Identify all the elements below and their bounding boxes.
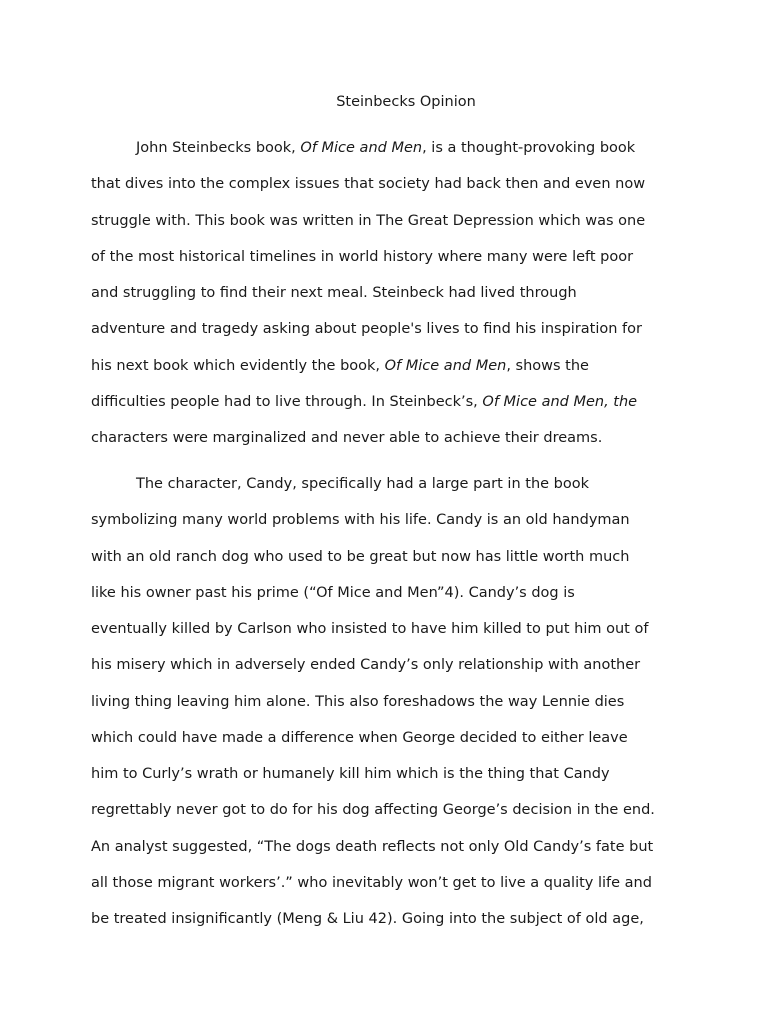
document-title: Steinbecks Opinion: [336, 94, 476, 110]
text-run: symbolizing many world problems with his life. Candy is an old handyman: [91, 512, 630, 529]
text-line: [91, 837, 653, 857]
text-run: be treated insignificantly (Meng & Liu 42). Going into the subject of old age,: [91, 911, 644, 927]
text-line: [91, 728, 628, 748]
text-run: his next book which evidently the book,: [91, 357, 385, 374]
text-line: [91, 619, 648, 639]
text-line: [91, 211, 645, 231]
text-line: [91, 392, 637, 412]
italic-title-text: Of Mice and Men: [384, 357, 507, 374]
text-line: [91, 583, 575, 603]
text-run: The character, Candy, specifically had a large part in the book: [136, 476, 590, 492]
text-run: of the most historical timelines in world history where many were left poor: [91, 248, 634, 265]
text-line: [91, 283, 577, 303]
text-run: his misery which in adversely ended Candy’s only relationship with another: [91, 657, 641, 674]
text-line: [91, 428, 602, 448]
text-line: [91, 356, 589, 376]
text-line: [136, 474, 589, 494]
text-line: [136, 138, 635, 158]
text-line: [91, 909, 644, 929]
text-line: [91, 174, 645, 194]
text-run: struggle with. This book was written in The Great Depression which was one: [91, 212, 646, 229]
text-run: him to Curly’s wrath or humanely kill him which is the thing that Candy: [91, 766, 610, 782]
text-run: regrettably never got to do for his dog affecting George’s decision in the end.: [91, 802, 655, 819]
text-line: [91, 547, 629, 567]
text-run: like his owner past his prime (“Of Mice and Men”4). Candy’s dog is: [91, 584, 575, 601]
text-line: [91, 692, 624, 712]
text-line: [91, 800, 655, 820]
text-run: eventually killed by Carlson who insisted to have him killed to put him out of: [91, 621, 649, 637]
text-line: [91, 319, 642, 339]
text-run: and struggling to find their next meal. Steinbeck had lived through: [91, 285, 577, 301]
text-run: that dives into the complex issues that society had back then and even now: [91, 176, 646, 193]
italic-title-text: Of Mice and Men, the: [482, 393, 638, 410]
text-line: [91, 873, 652, 893]
text-run: with an old ranch dog who used to be great but now has little worth much: [91, 548, 630, 565]
text-run: adventure and tragedy asking about people's lives to find his inspiration for: [91, 321, 642, 338]
text-run: An analyst suggested, “The dogs death reflects not only Old Candy’s fate but: [91, 838, 654, 855]
text-run: John Steinbecks book,: [136, 140, 301, 156]
text-run: difficulties people had to live through. In Steinbeck’s,: [91, 393, 483, 410]
text-run: , shows the: [506, 357, 589, 374]
text-line: [91, 764, 610, 784]
text-line: [91, 510, 630, 530]
text-run: which could have made a difference when George decided to either leave: [91, 729, 628, 746]
text-run: , is a thought-provoking book: [422, 140, 636, 156]
text-run: characters were marginalized and never able to achieve their dreams.: [91, 430, 603, 446]
text-run: all those migrant workers’.” who inevitably won’t get to live a quality life and: [91, 874, 652, 891]
italic-title-text: Of Mice and Men: [300, 140, 423, 156]
text-line: [91, 247, 633, 267]
text-line: [91, 655, 640, 675]
text-run: living thing leaving him alone. This also foreshadows the way Lennie dies: [91, 693, 625, 710]
